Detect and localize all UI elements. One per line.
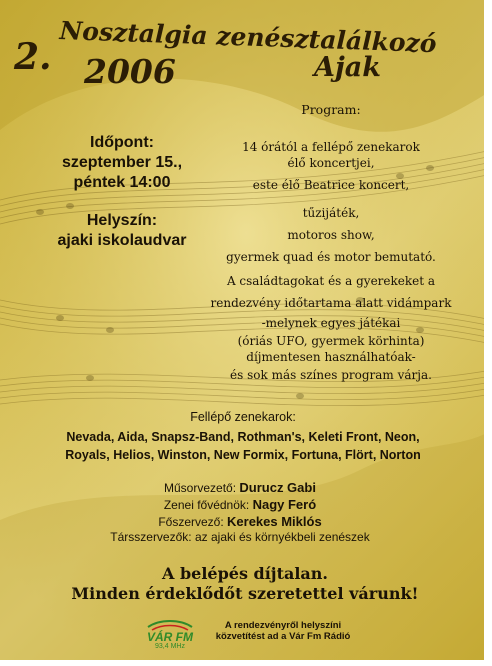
free-entry-text: A belépés díjtalan.	[161, 564, 328, 583]
event-place: ajaki iskolaudvar	[57, 232, 187, 249]
time-label: Időpont:	[90, 134, 154, 151]
bottom-margin	[0, 660, 492, 666]
event-day-time: péntek 14:00	[73, 174, 171, 191]
host-name: Durucz Gabi	[239, 480, 316, 495]
program-line: motoros show,	[287, 228, 375, 242]
co-organizers-name: az ajaki és környékbeli zenészek	[194, 530, 370, 544]
program-line: gyermek quad és motor bemutató.	[226, 250, 436, 264]
patron-label: Zenei fővédnök:	[163, 498, 250, 512]
program-line-beatrice: este élő Beatrice koncert,	[252, 178, 410, 192]
logo-text: VÁR FM	[147, 630, 193, 644]
edition-number: 2.	[14, 36, 52, 78]
patron-line	[60, 497, 420, 512]
event-title: Nosztalgia zenésztalálkozó	[58, 16, 437, 59]
patron-name: Nagy Feró	[252, 497, 317, 512]
var-fm-logo	[140, 619, 200, 653]
welcome-text: Minden érdeklődőt szeretettel várunk!	[71, 584, 419, 603]
co-organizers-line	[60, 530, 420, 544]
main-organizer-name: Kerekes Miklós	[227, 514, 322, 529]
program-line: tűzijáték,	[302, 206, 360, 220]
program-line: élő koncertjei,	[287, 156, 375, 170]
event-year: 2006	[84, 52, 176, 91]
co-organizers-label: Társszervezők:	[110, 530, 192, 544]
program-line: díjmentesen használhatóak-	[246, 350, 416, 364]
host-line	[60, 480, 420, 495]
right-margin	[484, 0, 492, 666]
program-line: rendezvény időtartama alatt vidámpark	[210, 296, 452, 310]
bands-list-line-1: Nevada, Aida, Snapsz-Band, Rothman's, Keleti Front, Neon,	[66, 430, 420, 444]
program-line: és sok más színes program várja.	[230, 368, 432, 382]
logo-frequency: 93,4 MHz	[155, 643, 185, 650]
place-label: Helyszín:	[86, 212, 158, 229]
event-date: szeptember 15.,	[61, 154, 183, 171]
bands-heading: Fellépő zenekarok:	[190, 410, 296, 424]
event-town: Ajak	[314, 52, 381, 83]
bands-list-line-2: Royals, Helios, Winston, New Formix, Fortuna, Flört, Norton	[65, 448, 421, 462]
program-line: (óriás UFO, gyermek körhinta)	[237, 334, 425, 348]
program-line: 14 órától a fellépő zenekarok	[242, 140, 420, 154]
radio-broadcast-note: A rendezvényről helyszíni közvetítést ad a Vár Fm Rádió	[215, 620, 351, 642]
program-line: A családtagokat és a gyerekeket a	[226, 274, 436, 288]
main-organizer-line	[60, 514, 420, 529]
program-heading: Program:	[301, 102, 361, 117]
host-label: Műsorvezető:	[164, 481, 237, 495]
program-line: -melynek egyes játékai	[261, 316, 401, 330]
main-organizer-label: Főszervező:	[158, 515, 224, 529]
